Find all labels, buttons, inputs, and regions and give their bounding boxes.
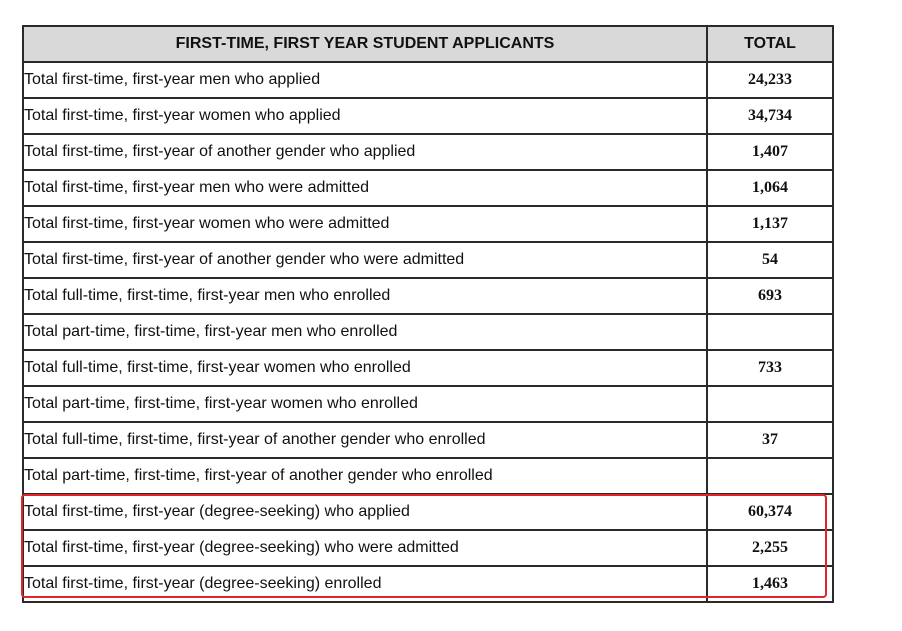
table-row [23, 206, 833, 242]
row-value: 2,255 [707, 530, 833, 566]
table-row [23, 314, 833, 350]
row-label: Total first-time, first-year men who were admitted [23, 170, 707, 206]
row-value: 54 [707, 242, 833, 278]
row-label: Total first-time, first-year (degree-seeking) who applied [23, 494, 707, 530]
table-row [23, 278, 833, 314]
row-value: 1,064 [707, 170, 833, 206]
header-label: FIRST-TIME, FIRST YEAR STUDENT APPLICANTS [23, 26, 707, 62]
row-label: Total first-time, first-year men who applied [23, 62, 707, 98]
row-label: Total first-time, first-year of another gender who applied [23, 134, 707, 170]
row-value [707, 386, 833, 422]
row-value [707, 314, 833, 350]
row-value: 37 [707, 422, 833, 458]
table-row [23, 530, 833, 566]
table-row [23, 62, 833, 98]
row-value: 733 [707, 350, 833, 386]
row-label: Total first-time, first-year women who were admitted [23, 206, 707, 242]
table-row [23, 566, 833, 602]
row-label: Total first-time, first-year women who applied [23, 98, 707, 134]
applicants-table-container [22, 25, 832, 603]
row-label: Total full-time, first-time, first-year men who enrolled [23, 278, 707, 314]
table-row [23, 134, 833, 170]
table-row [23, 242, 833, 278]
table-row [23, 494, 833, 530]
row-label: Total part-time, first-time, first-year men who enrolled [23, 314, 707, 350]
table-row [23, 170, 833, 206]
table-row [23, 98, 833, 134]
row-label: Total part-time, first-time, first-year of another gender who enrolled [23, 458, 707, 494]
row-label: Total first-time, first-year (degree-seeking) who were admitted [23, 530, 707, 566]
table-row [23, 422, 833, 458]
row-value: 1,137 [707, 206, 833, 242]
row-label: Total part-time, first-time, first-year women who enrolled [23, 386, 707, 422]
row-label: Total full-time, first-time, first-year women who enrolled [23, 350, 707, 386]
table-row [23, 458, 833, 494]
row-label: Total full-time, first-time, first-year of another gender who enrolled [23, 422, 707, 458]
row-value: 60,374 [707, 494, 833, 530]
row-value: 1,463 [707, 566, 833, 602]
row-label: Total first-time, first-year of another gender who were admitted [23, 242, 707, 278]
table-row [23, 350, 833, 386]
table-row [23, 386, 833, 422]
row-value: 1,407 [707, 134, 833, 170]
row-value: 693 [707, 278, 833, 314]
row-value: 34,734 [707, 98, 833, 134]
row-label: Total first-time, first-year (degree-seeking) enrolled [23, 566, 707, 602]
table-header-row [23, 26, 833, 62]
row-value [707, 458, 833, 494]
header-total: TOTAL [707, 26, 833, 62]
applicants-table [22, 25, 834, 603]
row-value: 24,233 [707, 62, 833, 98]
